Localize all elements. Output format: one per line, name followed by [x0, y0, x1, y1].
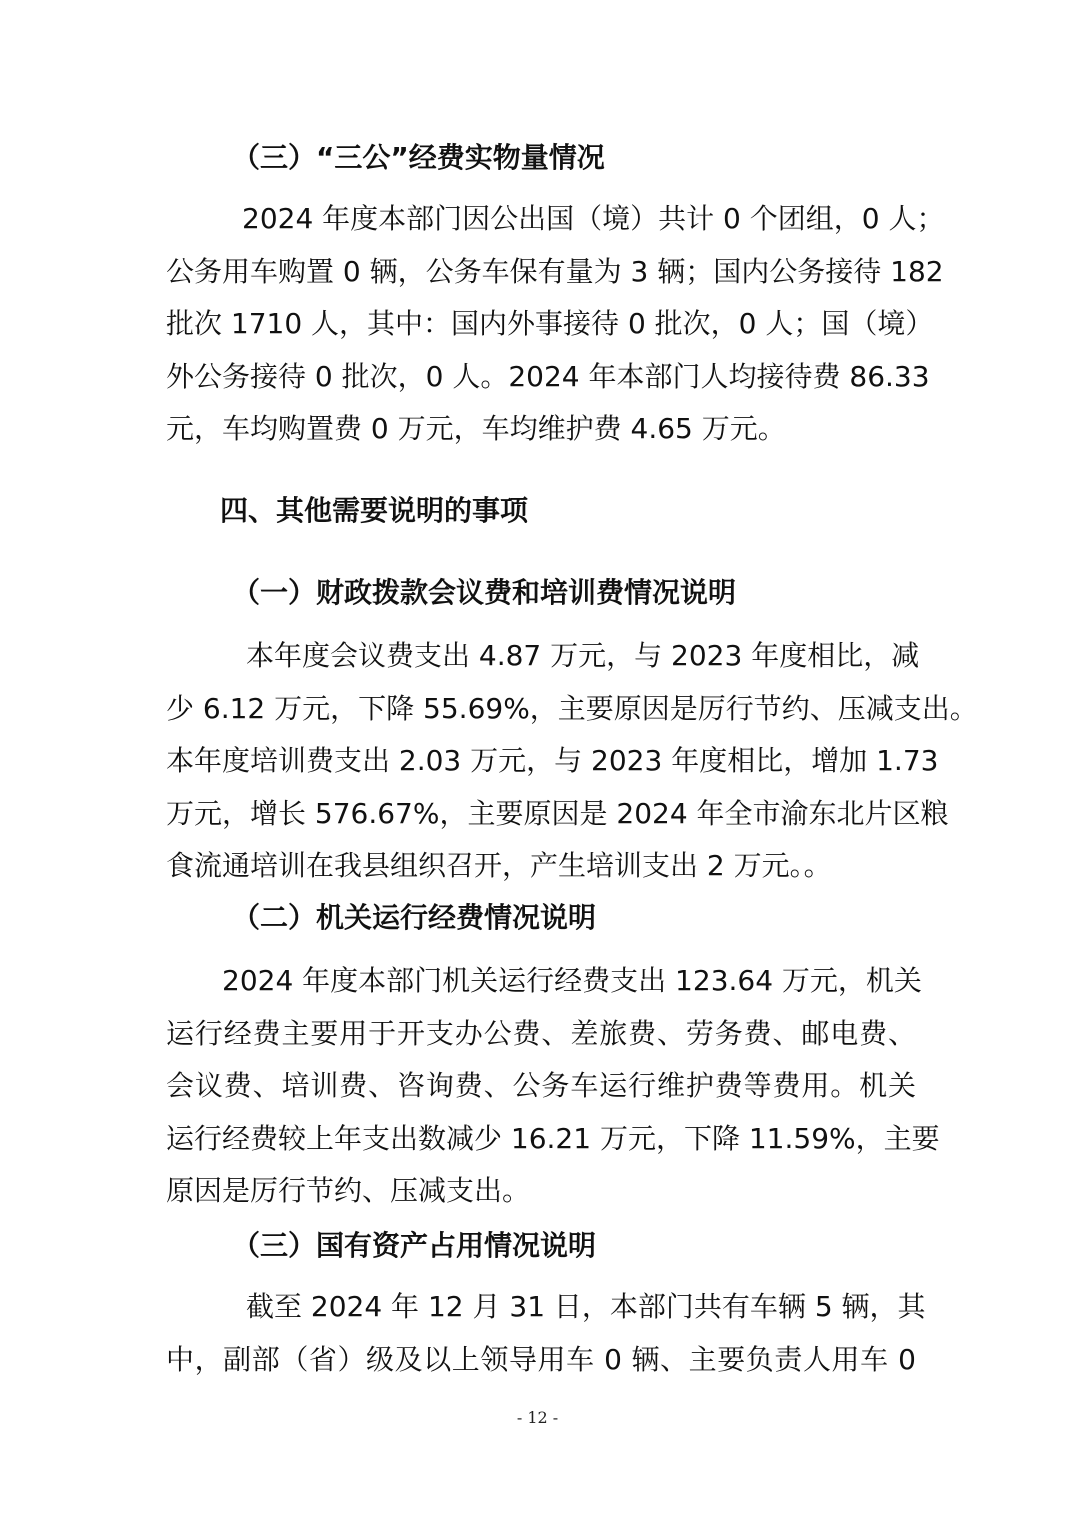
paragraph-line: 少 6.12 万元，下降 55.69%，主要原因是厉行节约、压减支出。 — [166, 691, 978, 725]
paragraph-line: 本年度会议费支出 4.87 万元，与 2023 年度相比，减 — [246, 639, 920, 672]
paragraph-line: 会议费、培训费、咨询费、公务车运行维护费等费用。机关 — [166, 1069, 916, 1102]
heading-other-matters: 四、其他需要说明的事项 — [220, 494, 529, 527]
page-number: - 12 - — [516, 1408, 559, 1427]
paragraph-line: 运行经费较上年支出数减少 16.21 万元，下降 11.59%，主要 — [166, 1121, 940, 1155]
heading-state-assets: （三）国有资产占用情况说明 — [232, 1229, 597, 1262]
heading-operation-funds: （二）机关运行经费情况说明 — [232, 901, 597, 934]
paragraph-operation-funds — [166, 955, 940, 1218]
heading-meeting-training: （一）财政拨款会议费和培训费情况说明 — [232, 576, 737, 609]
paragraph-line: 外公务接待 0 批次，0 人。2024 年本部门人均接待费 86.33 — [166, 359, 930, 393]
heading-sangong-physical-quantity: （三）“三公”经费实物量情况 — [232, 141, 605, 174]
paragraph-line: 2024 年度本部门机关运行经费支出 123.64 万元，机关 — [222, 964, 922, 997]
paragraph-line: 批次 1710 人，其中：国内外事接待 0 批次，0 人；国（境） — [166, 307, 934, 340]
paragraph-line: 中，副部（省）级及以上领导用车 0 辆、主要负责人用车 0 — [166, 1342, 916, 1376]
paragraph-line: 食流通培训在我县组织召开，产生培训支出 2 万元。。 — [166, 849, 832, 882]
paragraph-line: 原因是厉行节约、压减支出。 — [166, 1174, 531, 1207]
paragraph-line: 运行经费主要用于开支办公费、差旅费、劳务费、邮电费、 — [166, 1016, 916, 1050]
paragraph-line: 2024 年度本部门因公出国（境）共计 0 个团组，0 人； — [242, 202, 945, 235]
paragraph-line: 元，车均购置费 0 万元，车均维护费 4.65 万元。 — [166, 412, 786, 445]
paragraph-line: 公务用车购置 0 辆，公务车保有量为 3 辆；国内公务接待 182 — [166, 254, 944, 288]
paragraph-state-assets — [166, 1281, 926, 1386]
paragraph-meeting-training — [166, 630, 978, 893]
paragraph-line: 截至 2024 年 12 月 31 日，本部门共有车辆 5 辆，其 — [246, 1290, 926, 1323]
paragraph-line: 万元，增长 576.67%，主要原因是 2024 年全市渝东北片区粮 — [166, 796, 949, 830]
paragraph-line: 本年度培训费支出 2.03 万元，与 2023 年度相比，增加 1.73 — [166, 744, 939, 777]
paragraph-sangong — [166, 193, 945, 456]
